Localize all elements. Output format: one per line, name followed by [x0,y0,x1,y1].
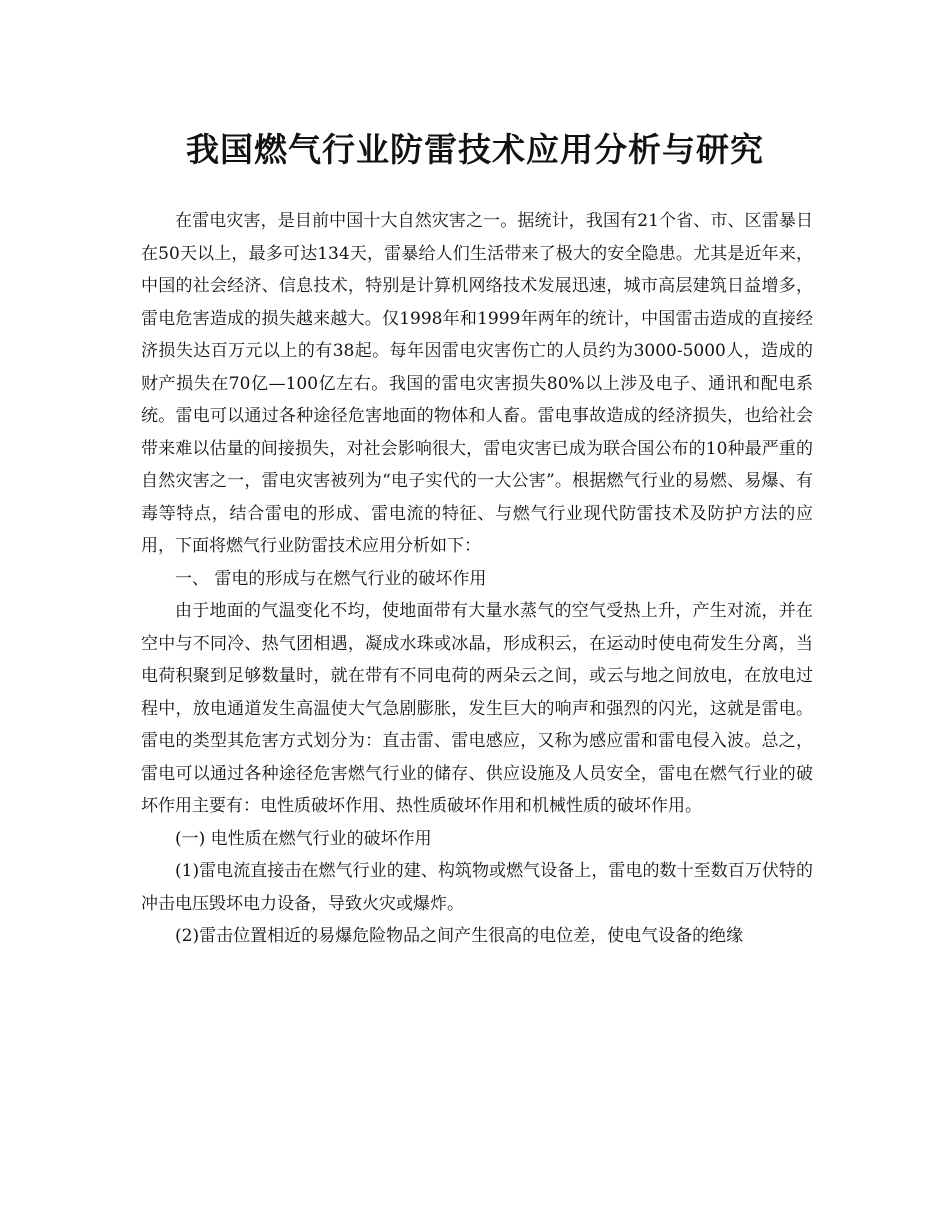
subsection-heading-1: (一) 电性质在燃气行业的破坏作用 [175,828,432,849]
paragraph-lightning-formation: 由于地面的气温变化不均，使地面带有大量水蒸气的空气受热上升，产生对流，并在空中与不同冷、热气团相遇，凝成水珠或冰晶，形成积云，在运动时使电荷发生分离，当电荷积聚到足够数量时，就在带有不同电荷的两朵云之间，或云与地之间放电，在放电过程中，放电通道发生高温使大气急剧膨胀，发生巨大的响声和强烈的闪光，这就是雷电。雷电的类型其危害方式划分为：直击雷、雷电感应，又称为感应雷和雷电侵入波。总之，雷电可以通过各种途径危害燃气行业的储存、供应设施及人员安全，雷电在燃气行业的破坏作用主要有：电性质破坏作用、热性质破坏作用和机械性质的破坏作用。 [141,601,813,816]
document-title: 我国燃气行业防雷技术应用分析与研究 [186,130,764,169]
document-body [141,205,813,953]
paragraph-intro: 在雷电灾害，是目前中国十大自然灾害之一。据统计，我国有21个省、市、区雷暴日在50天以上，最多可达134天，雷暴给人们生活带来了极大的安全隐患。尤其是近年来，中国的社会经济、信息技术，特别是计算机网络技术发展迅速，城市高层建筑日益增多，雷电危害造成的损失越来越大。仅1998年和1999年两年的统计，中国雷击造成的直接经济损失达百万元以上的有38起。每年因雷电灾害伤亡的人员约为3000-5000人，造成的财产损失在70亿—100亿左右。我国的雷电灾害损失80%以上涉及电子、通讯和配电系统。雷电可以通过各种途径危害地面的物体和人畜。雷电事故造成的经济损失，也给社会带来难以估量的间接损失，对社会影响很大，雷电灾害已成为联合国公布的10种最严重的自然灾害之一，雷电灾害被列为“电子实代的一大公害”。根据燃气行业的易燃、易爆、有毒等特点，结合雷电的形成、雷电流的特征、与燃气行业现代防雷技术及防护方法的应用，下面将燃气行业防雷技术应用分析如下： [141,211,813,556]
paragraph-item-1: (1)雷电流直接击在燃气行业的建、构筑物或燃气设备上，雷电的数十至数百万伏特的冲击电压毁坏电力设备，导致火灾或爆炸。 [141,861,813,914]
section-heading-1: 一、 雷电的形成与在燃气行业的破坏作用 [175,568,487,589]
paragraph-item-2: (2)雷击位置相近的易爆危险物品之间产生很高的电位差，使电气设备的绝缘 [175,926,744,946]
